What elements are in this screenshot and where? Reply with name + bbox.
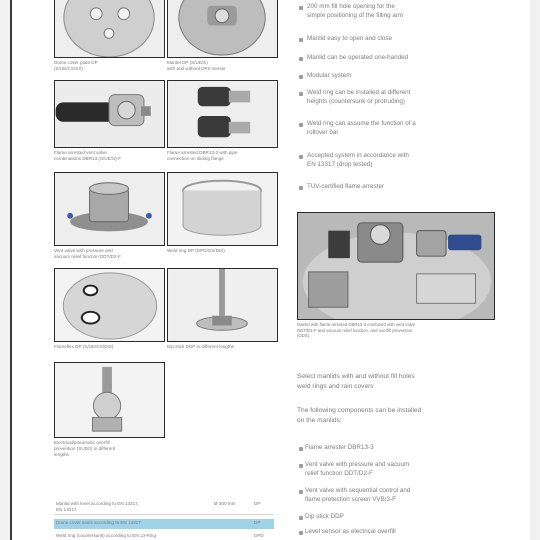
bullet-icon (299, 516, 303, 520)
bullet-icon (299, 186, 303, 190)
table-cell: DP (254, 501, 261, 506)
feature-item: Accepted system in accordance with EN 13317 (drop tested) (307, 152, 409, 168)
component-item: Vent valve with sequential control and flame protection screen VVB/3-F (305, 487, 411, 503)
feature-item: Weld ring can be installed at different heights (countersunk or protruding) (307, 89, 411, 105)
feature-item: TUV-certified flame arrester (307, 183, 384, 190)
table-cell: DP (254, 520, 261, 525)
feature-item: Manlid can be operated one-handed (307, 54, 409, 61)
photo-flame-arrested-dbr (167, 80, 278, 148)
caption-dip-stick: Dip stick DDP in different lengths (167, 344, 234, 349)
photo-overfill-prevention (54, 362, 165, 438)
table-cell: Manlid with level according to EN 13317, EN 13317 (56, 501, 139, 512)
page-edge (10, 0, 12, 540)
bullet-icon (299, 464, 303, 468)
bullet-icon (299, 57, 303, 61)
dbr-drawing (168, 81, 277, 147)
photo-dome-cover-plate (54, 0, 165, 58)
table-cell: DPD (254, 533, 264, 538)
photo-flameflex (54, 268, 165, 342)
table-cell: Weld ring (countersunk) according to EN 13-Ring (56, 533, 157, 538)
bullet-icon (299, 38, 303, 42)
bullet-icon (299, 531, 303, 535)
bullet-icon (299, 123, 303, 127)
mantel-drawing (168, 0, 277, 57)
feature-item: 200 mm fill hole opening for the simple positioning of the filling arm (307, 3, 404, 19)
caption-manlid-assembly: Manlid with flame arrested DBR13-3 combined with vent valve DDT/D2-F and vacuum relief function, and overfill prevention (ODS) (297, 322, 416, 339)
component-item: Vent valve with pressure and vacuum relief function DDT/D2-F (305, 461, 410, 477)
feature-item: Manlid easy to open and close (307, 35, 393, 42)
caption-weld-ring: Weld ring DP (DPD/GS/DIS) (167, 248, 225, 253)
table-row (54, 532, 274, 540)
table-cell: Dome cover seals according to EN 13317 (56, 520, 141, 525)
dome-cover-plate-drawing (55, 0, 164, 57)
caption-dome-cover-plate: Dome cover plate DP (S/UE/CS/SS) (54, 60, 98, 71)
caption-dbr-pipe: Flame arrested DBR13-3 with pipe connection on sliding flange (167, 150, 238, 161)
vent-valve-drawing (55, 81, 164, 147)
flameflex-drawing (55, 269, 164, 341)
bullet-icon (299, 490, 303, 494)
bullet-icon (299, 75, 303, 79)
photo-dip-stick (167, 268, 278, 342)
bullet-icon (299, 155, 303, 159)
dip-stick-drawing (168, 269, 277, 341)
photo-manlid-assembly (297, 212, 495, 320)
photo-weld-ring (167, 172, 278, 246)
caption-flameflex: Flameflex DP (S/UE/GS/DIS) (54, 344, 114, 349)
caption-overfill: Electrical/pneumatic overfill prevention (SUDS) in different lengths (54, 440, 116, 457)
caption-mantel-dp: Mantel DP (S/UE/S) with and without DPS sensor (167, 60, 226, 71)
manlid-assembly-drawing (298, 213, 494, 319)
table-cell: Ø 300 mm (214, 501, 236, 506)
bullet-icon (299, 92, 303, 96)
caption-vent-valve-combinations: Flame arrested vent valve combinations DBR13 (S/UE/S)-F (54, 150, 121, 161)
table-row-highlighted (54, 519, 274, 529)
caption-vent-valve-pressure: Vent valve with pressure and vacuum relief function DDT/D2-F (54, 248, 121, 259)
bullet-icon (299, 6, 303, 10)
pressure-valve-drawing (55, 173, 164, 245)
bullet-icon (299, 447, 303, 451)
photo-vent-valve-pressure (54, 172, 165, 246)
components-intro: The following components can be installed on the manlids: (297, 407, 422, 424)
feature-item: Weld ring can assume the function of a rollover bar (307, 120, 416, 136)
component-item: Flame arrester DBR13-3 (305, 444, 374, 451)
component-item: Level sensor as electrical overfill (305, 528, 396, 535)
select-text: Select manlids with and without fill holes weld rings and rain covers (297, 373, 415, 390)
photo-flame-arrested-vent-valve (54, 80, 165, 148)
weld-ring-drawing (168, 173, 277, 245)
table-row (54, 500, 274, 515)
component-item: Dip stick DDP (305, 513, 344, 520)
overfill-drawing (55, 363, 164, 437)
feature-item: Modular system (307, 72, 352, 79)
photo-mantel-dp (167, 0, 278, 58)
